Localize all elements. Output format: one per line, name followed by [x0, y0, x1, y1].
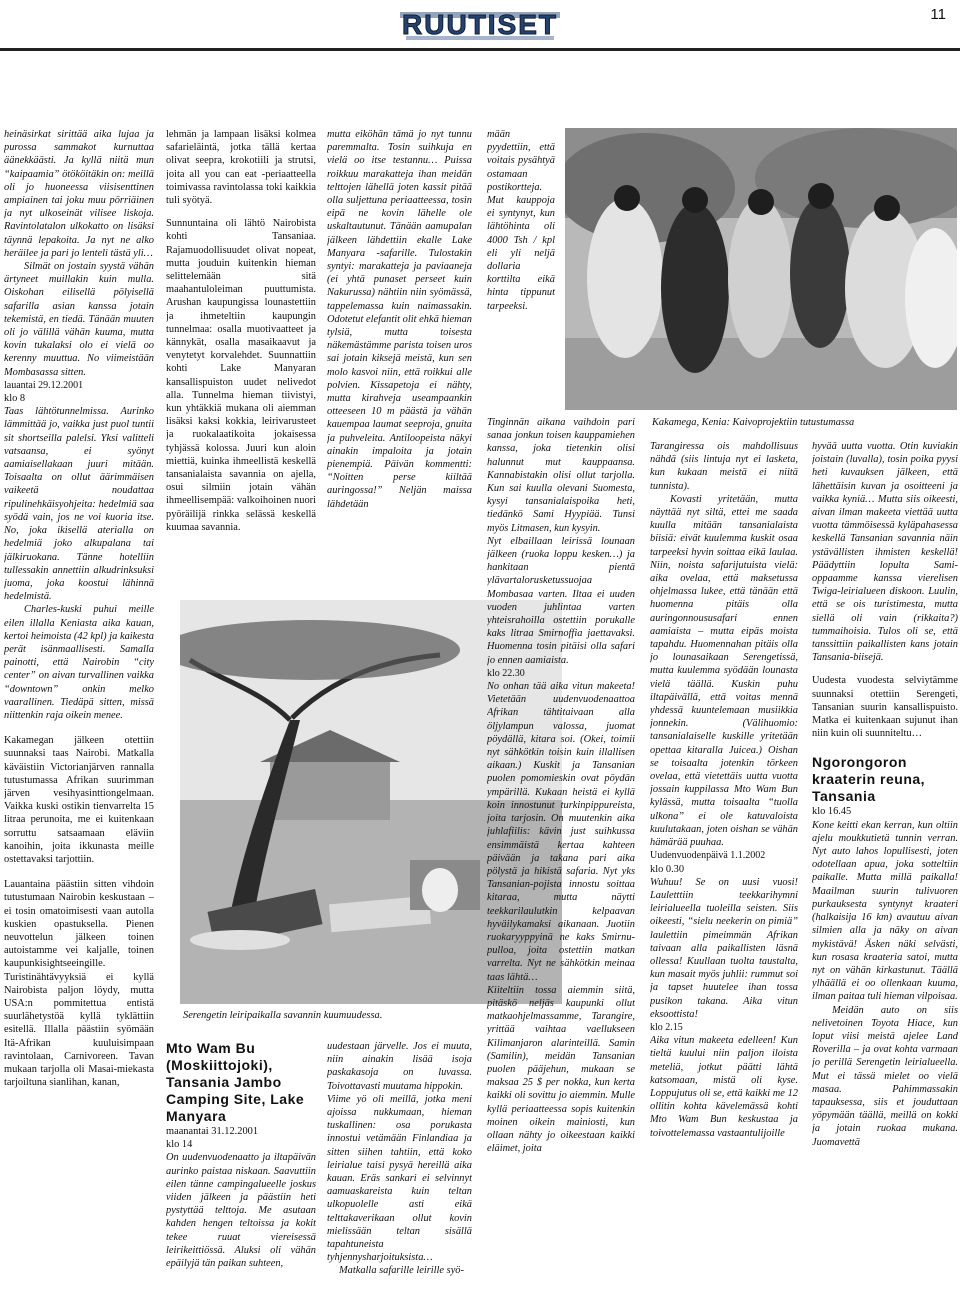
col3-paragraph-1: mutta eiköhän tämä jo nyt tunnu paremmalta. Tosin suihkuja en vielä oo itse testannu… Puissa roikkuu marakatteja ihan meidän telttojen lähellä joten kassit pitää olla suljettuna periaatteessa, tosin eipä ne kovin lähelle ole uskaltautunut. Tänään aamupalan jälkeen lähdettiin ekalle Lake Manyara -safarille. Tulostakin syntyi: marakatteja ja paviaaneja (ei yhtä punaset perseet kuin Nakurussa) nähtiin niin syömässä, tappelemassa kuin naimassakin. Odotetut elefantit olit ehkä hieman tylsiä, mutta toisesta näkemästämme parista toisen uros sai jotain kiksejä meistä, kun sen molo kasvoi niin, että roikkui alle polvien. Kissapetoja ei nähty, mutta kirahveja useampaankin otteeseen 10 m päästä ja vähän kauempaa laumat seeproja, gnuita ja puhveleita. Antiloopeista näkyi ainakin impaloita ja jotain pienempiä. Päivän kommentti: “Noitten perse kiiltää auringossa!” Neljän maissa lähdetään: [327, 129, 472, 510]
col3-paragraph-2: uudestaan järvelle. Jos ei muuta, niin ainakin lisää isoja paskakasoja on luvassa. Toivottavasti muutama hippokin.: [327, 1041, 472, 1092]
header-rule: [0, 48, 960, 51]
column-4-top: [487, 128, 555, 414]
column-1: [4, 128, 154, 1312]
col4-paragraph-4: No onhan tää aika vitun makeeta! Vietetään uudenvuodenaattoa Afrikan tähtitaivaan alla öljylampun valossa, juomat pöydällä, kitara soi. (Okei, toimii nyt sähkötkin toisin kuin illallisen aikaan.) Kuskit ja Tansanian puolen pomomieskin ovat pöydän ympärillä. Kukaan heistä ei kyllä koin innostunut turkinpippureista, joita tarjosin. On muutenkin aika juhlafiilis: kävin just suihkussa ensimmäistä kertaa kahteen päivään ja takana pari aika pölystä ja hikistä safaria. Nyt yks Tansanian-pojista innostu soittaa kitaraa, mutta näytti teekkarilaulutkin kelpaavan hyväilykamaksi aikanaan. Juotiin ruokaryyppyinä ne kaks Smirnu-pulloa, joita ostettiin matkan varrelta. Nyt ne sähkötkin meinaa taas lähtä…: [487, 681, 635, 983]
kakamega-photo: [565, 128, 957, 410]
col6-paragraph-3: Kone keitti ekan kerran, kun oltiin ajelu moukkutietä tunnin verran. Nyt auto lahos lopullisesti, joten odotellaan apua, joka sotteltiin paikalle. Mutta millä paikalla! Maailman suurin tulivuoren purkauksesta syntynyt kraateri (halkaisija 16 km) avautuu aivan silmien alla ja näky on aivan mykistävä! Äsken näki selvästi, kun rosasa kraateria satoi, mutta nyt on vähän kirkastunut. Täällä ylhäällä ei oo ollenkaan kuuma, ilman paitaa tuli hieman vilpoisaa.: [812, 819, 958, 1003]
col2-heading: Mto Wam Bu (Moskiittojoki), Tansania Jambo Camping Site, Lake Manyara: [166, 1040, 305, 1124]
col2-time: klo 14: [166, 1139, 193, 1151]
serengeti-photo-caption: Serengetin leiripaikalla savannin kuumuudessa.: [183, 1010, 383, 1021]
ruutiset-logo: [400, 2, 560, 46]
column-4: [487, 416, 635, 1312]
col4-paragraph-1: mään pyydettiin, että voitais pysähtyä ostamaan postikortteja. Mut kauppoja ei syntynyt, kun lähtöhinta oli 4000 Tsh / kpl eli yli neljä dollaria korttilta eikä hinta tippunut tarpeeksi.: [487, 129, 555, 312]
col5-time-1: klo 0.30: [650, 863, 685, 875]
col1-paragraph-4: Charles-kuski puhui meille eilen illalla Keniasta aika kauan, kertoi heimoista (42 kpl) ja kaikesta perät isänmaallisesti. Samalla painotti, että Nairobin “city center” on aivan turvallinen vaikka “downtown” onkin melko vaarallinen. Tiedäpä sitten, missä niittenkin raja oikein menee.: [4, 604, 154, 721]
col5-paragraph-4: Aika vitun makeeta edelleen! Kun tieltä kuului niin paljon iloista meteliä, jotkut päätti lähtä katsomaan, mistä oli kyse. Loppujutus oli se, että kaikki me 12 ollitin kohta kävelemässä kohti Mto Wam Bun keskustaa ja toivottelemassa vastaantulijoille: [650, 1035, 798, 1139]
column-6: [812, 440, 958, 1312]
col2-date: maanantai 31.12.2001: [166, 1126, 259, 1137]
col4-paragraph-2: Tinginnän aikana vaihdoin pari sanaa jonkun toisen kauppamiehen kanssa, joka tietenkin olisi halunnut mut kauppaansa. Kannabistakin olisi ollut tarjolla. Kun sai kuulla olevani Suomesta, kysyi tansanialaispoika heti, tiedänkö Sami Hyypiää. Tunsi myös Litmasen, kun kysyin.: [487, 417, 635, 534]
col4-time: klo 22.30: [487, 667, 525, 679]
column-2-lower: [166, 1040, 316, 1312]
page-number: 11: [930, 6, 946, 23]
col2-paragraph-1: lehmän ja lampaan lisäksi kolmea safarieläintä, jotka tällä kertaa olivat seepra, krokotiili ja strutsi, joita all you can eat -periaatteella toimivassa ravintolassa toki kaikkia tuli syötyä.: [166, 129, 316, 207]
col1-paragraph-2: Silmät on jostain syystä vähän ärtyneet muillakin kuin mulla. Oiskohan eilisellä pölyisellä safarilla asian kanssa jotain tekemistä, en tiedä. Tänään muuten oli jo välillä vähän kuuma, mutta kovin tukalaksi olo ei vielä oo kerenny muuttua. No viimeistään Mombasassa sitten.: [4, 261, 154, 378]
col1-paragraph-5: Kakamegan jälkeen otettiin suunnaksi taas Nairobi. Matkalla käväistiin Victorianjärven rannalla tutustumassa Afrikan suurimman järven vesihyasinttiongelmaan. Vaikka kuski ostikin tienvarrelta 15 litraa perunoita, me ei kuitenkaan sorruttu satsaamaan eläviin kanoihin, joita ikkunasta meille ostettavaksi tarjottiin.: [4, 735, 154, 865]
col4-paragraph-3: Nyt elbaillaan leirissä lounaan jälkeen (ruoka loppu kesken…) ja hankitaan pientä ylävartalorusketussuojaa Mombasaa varten. Iltaa ei uuden vuoden juhlintaa varten yhteisrahoilla ostettiin porukalle kaks litraa Smirnoffia jaettavaksi. Huomenna tosin pitäisi olla safari jo ennen aamiaista.: [487, 535, 635, 666]
column-2: [166, 128, 316, 588]
kakamega-photo-caption: Kakamega, Kenia: Kaivoprojektiin tutustumassa: [652, 417, 855, 428]
col5-paragraph-3: Wuhuu! Se on uusi vuosi! Lauletttiin teekkarihymni leirialueella tuoleilla seisten. Siis oikeesti, “sielu neekerin on pimiä” laulettiin pimeimmän Afrikan taivaan alla paikallisten läsnä ollessa! Kuullaan tuolta taustalta, kun masait myös juhlii: rummut soi ja tapset huutelee ihan tossa pusikon takana. Aika vitun eksoottista!: [650, 876, 798, 1020]
col5-date: Uudenvuodenpäivä 1.1.2002: [650, 850, 766, 862]
svg-text:RUUTISET: RUUTISET: [402, 9, 558, 40]
col4-paragraph-5: Kiiteltiin tossa aiemmin siitä, pitäskö neljäs kaupunki ollut matkaohjelmassamme, Tarangire, yrittää vaihtaa vaellukseen Kilimanjaron alarinteillä. Samin (Samilin), meidän Tansanian puolen pääjehun, mukaan se maksaa 25 $ per nokka, kun kerta kaikki oli sovittu jo aiemmin. Mulle kyllä periaatteessa sopis kuitenkin moinen oikein mainiosti, kun ollaan nähty jo oikeestaan kaikki eläimet, joita: [487, 984, 635, 1155]
col6-time: klo 16.45: [812, 806, 852, 818]
col1-paragraph-6: Lauantaina päästiin sitten vihdoin tutustumaan Nairobin keskustaan – ei tosin omatoimisesti vaan autolla kuskien opastuksella. Pienen neuvottelun jälkeen toinen autoistamme vei kaljalle, toinen kaupunkisightseeingille. Turistinähtävyyksiä ei kyllä Nairobista paljon löydy, mutta USA:n pommitettua entistä suurlähetystöä kyllä tyklättiin esitellä. Illalla päästiin syömään Itä-Afrikan kuuluisimpaan ravintolaan, Carnivoreen. Tavan mukaan tarjolla oli Masai-miekasta tarjoiltuna sianlihan, kanan,: [4, 879, 154, 1089]
col2-paragraph-2: Sunnuntaina oli lähtö Nairobista kohti Tansaniaa. Rajamuodollisuudet olivat nopeat, mutta jouduin kuitenkin hieman selittelemään sitä maahantuloleiman puuttumista. Arushan kaupungissa lounastettiin ja ihmeteltiin kaupungin tunnelmaa: osalla muotivaatteet ja kännykät, osalla masaikaavut ja venytetyt korvalehdet. Suunnattiin kohti Lake Manyaran kansallispuiston uudet nelivedot alla. Tunnelma hieman tiivistyi, kun yhtäkkiä mukana oli aiemman lisäksi kaksi kokkia, leirivarusteet ja ruokalaatikoita jokaisessa tyhjässä kolossa. Juuri kun aloin miettiä, kuinka ihmeellistä keskellä tansanialaista savannia on ajella, osui silmiin jotain vähän ihmeellisempää: valkoihoinen nuori pyöräilijä rinkka selässä keskellä kuumaa savannia.: [166, 218, 316, 533]
col1-paragraph-1: heinäsirkat sirittää aika lujaa ja purossa sammakot kurnuttaa äänekkäästi. Ja kyllä niitä mun “kaipaamia” ötököitäkin on: meillä oli jo huoneessa viisisenttinen ampiainen tai joku muu pörriäinen ja nyt ulkoseinät vilisee liskoja. Ravintolatalon ulkokatto on lisäksi täynnä lepakoita. Ja nyt ne alko heräilee ja pari jo lenteli tästä yli…: [4, 129, 154, 259]
column-3: [327, 128, 472, 588]
col1-time: klo 8: [4, 393, 26, 405]
col3-paragraph-4: Matkalla safarille leirille syö-: [339, 1265, 464, 1277]
col1-date: lauantai 29.12.2001: [4, 379, 84, 391]
col6-paragraph-4: Meidän auto on siis nelivetoinen Toyota Hiace, kun loput viisi meistä ajelee Land Roverilla – ja ovat kohta varmaan jo perillä Serengetin leirialueella. Mut ei tässä mielet oo vielä masaa. Pahimmassakin tapauksessa, siis et jouduttaan yöpymään täällä, meillä on kokki ja jotain ruokaa mukana. Juomavettä: [812, 1004, 958, 1148]
column-5: [650, 440, 798, 1312]
col6-paragraph-2: Uudesta vuodesta selviytämme suunnaksi otettiin Serengeti, Tansanian suurin kansallispuisto. Matka ei kuitenkaan sujunut ihan niin kuin oli suunniteltu…: [812, 675, 958, 740]
col5-time-2: klo 2.15: [650, 1021, 683, 1033]
col6-heading: Ngorongoron kraaterin reuna, Tansania: [812, 754, 926, 805]
col6-paragraph-1: hyvää uutta vuotta. Otin kuviakin joistain (luvalla), tosin poika pyysi heti kuvauksen jälkeen, että lähettäisin kuvan ja osoitteeni ja vaikka kyniä… Mutta siis oikeesti, aivan ilman makeeta viettää uutta vuotta tämmöisessä kyläpahasessa keskellä Tansanian savannia näin ystävällisten ihmisten keskellä! Päädyttiin lopulta Sami-oppaamme kanssa vierelisen Twiga-leirialueen diskoon. Luulin, että se ois turistimesta, mutta siellä oli vain (rikkaita?) tummaihoisia. Tulos oli se, että tanssittiin paikallisten kans jotain Tansania-biisejä.: [812, 441, 958, 664]
col3-paragraph-3: Viime yö oli meillä, jotka meni ajoissa nukkumaan, hieman tuskallinen: osa porukasta innostui vetämään Finlandiaa ja sitten siihen tahtiin, että koko leirialue taisi pysyä hereillä aika kauan. Eräs sankari ei selvinnyt aamuaskareista kuin teltan ulkopuolelle asti eikä telttakaverikaan ollut kovin mielissään teltan sisällä tapahtuneista tyhjennysharjoituksista…: [327, 1093, 472, 1264]
col5-paragraph-1: Tarangiressa ois mahdollisuus nähdä (siis lintuja nyt ei lasketa, kun kukaan meistä ei niitä tunnista).: [650, 441, 798, 492]
col5-paragraph-2: Kovasti yritetään, mutta näyttää nyt siltä, ettei me saada kuulla mitään tansanialaista biisiä: eivät kuulemma kuskit osaa tarpeeksi hyvin soittaa eikä laulaa. Niin, noista safarijutuista vielä: aika ovelaa, että maksetussa ohjelmassa lukee, että tänään että huomenna pitäis olla auringonnoususafari ennen aamiaista – mutta eipäs moista tapahdu. Huomennahan pitäis olla jo lounasaikaan Serengetissä, mutta kuulemma syödään lounasta vielä täällä. Kuskin puhu iltapäivällä, että voitas mennä yhdessä kuuntelemaan musiikkia jonnekin. (Välihuomio: tansanialaiselle kuskille yritetään opettaa kitaralla Juicea.) Oishan se toisaalta jotenkin törkeen ovelaa, että vietettäis uutta vuotta jossain kuppilassa Mto Wam Bun kylässä, mutta toisaalta “tuolla ulkona” ei ole katuvaloista kuulutakaan, joten oishan se vähän hämärää puuhaa.: [650, 493, 798, 849]
col1-paragraph-3: Taas lähtötunnelmissa. Aurinko lämmittää jo, vaikka just puol tuntii sit shortseilla palelsi. Yksi valitteli vatsaansa, ei syönyt aamiaisellakaan juuri mitään. Toisaalta on ollut äärimmäisen vaikeetä noudattaa ripulinehkäisyohjeita: hedelmiä saa syödä vain, jos ne voi kuoria itse. No, joka ikisellä aterialla on hedelmiä joko alkupalana tai jälkiruokana. Tänne hotelliin tullessakin annettiin alkudrinksuksi juoma, joka koostui lähinnä hedelmistä.: [4, 406, 154, 603]
col2-paragraph-3: On uudenvuodenaatto ja iltapäivän aurinko paistaa niskaan. Saavuttiin eilen tänne campingalueelle joskus viiden jälkeen ja päästiin heti pystyttää telttoja. Me asutaan kahden hengen teltoissa ja kokit tekee ruuat viereisessä leirikeittiössä. Aluksi oli vähän epäilyjä tän paikan suhteen,: [166, 1152, 316, 1270]
column-3-lower: [327, 1040, 472, 1312]
